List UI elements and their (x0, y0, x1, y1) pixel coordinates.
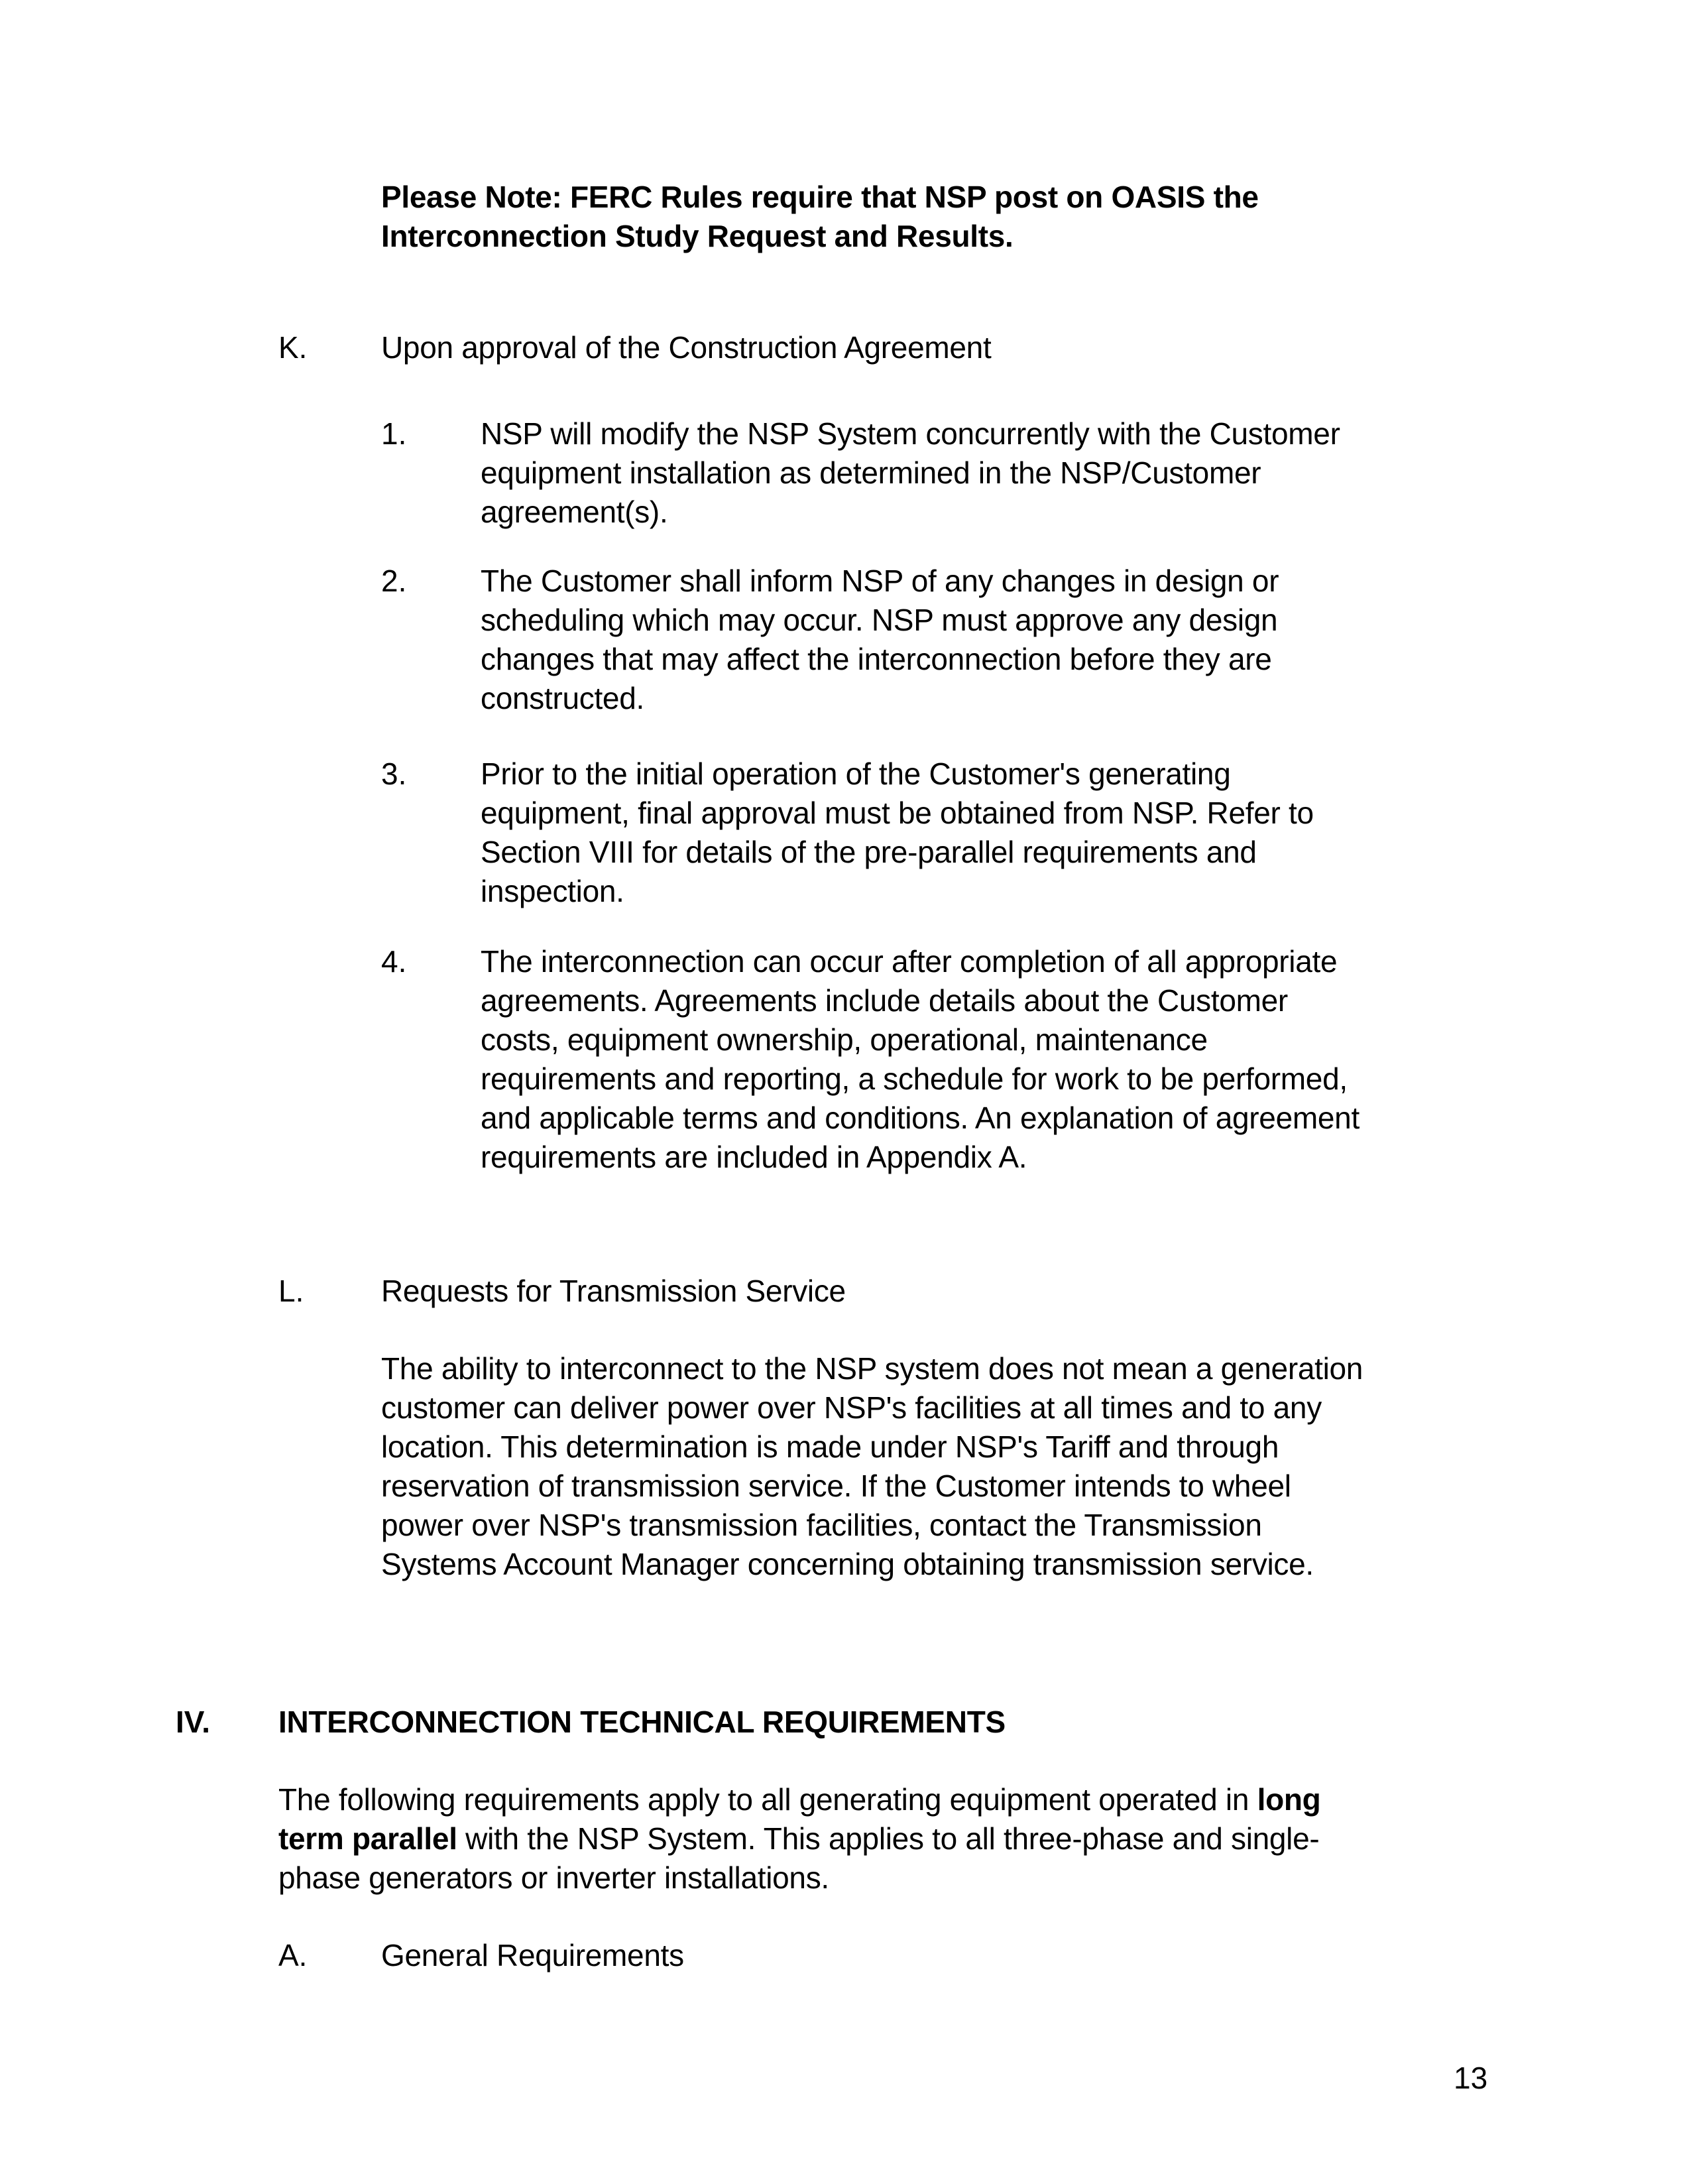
body-line: Systems Account Manager concerning obtaining transmission service. (381, 1547, 1314, 1581)
section-l-body (381, 1349, 1363, 1584)
body-line (278, 1819, 1320, 1858)
item-number: 3. (381, 757, 407, 791)
section-iv-heading: INTERCONNECTION TECHNICAL REQUIREMENTS (278, 1705, 1006, 1739)
list-item (481, 755, 1314, 911)
emphasis-long: long (1257, 1782, 1321, 1817)
item-line: equipment, final approval must be obtained from NSP. Refer to (481, 796, 1314, 830)
item-line: changes that may affect the interconnection before they are (481, 642, 1272, 676)
section-iv-marker: IV. (176, 1705, 211, 1739)
emphasis-term-parallel: term parallel (278, 1821, 457, 1856)
body-line: phase generators or inverter installations. (278, 1860, 829, 1895)
item-line: equipment installation as determined in the NSP/Customer (481, 455, 1261, 490)
body-text: with the NSP System. This applies to all three-phase and single- (457, 1821, 1320, 1856)
item-line: Prior to the initial operation of the Customer's generating (481, 757, 1231, 791)
item-line: scheduling which may occur. NSP must approve any design (481, 603, 1278, 637)
list-item (481, 942, 1360, 1177)
subsection-a-heading: General Requirements (381, 1938, 684, 1972)
list-item (481, 414, 1340, 532)
item-line: NSP will modify the NSP System concurrently with the Customer (481, 416, 1340, 451)
item-number: 1. (381, 416, 407, 451)
item-line: The interconnection can occur after completion of all appropriate (481, 944, 1338, 979)
item-line: agreements. Agreements include details about the Customer (481, 983, 1288, 1018)
item-number: 2. (381, 564, 407, 598)
page-number: 13 (1454, 2061, 1488, 2095)
note-line: Interconnection Study Request and Results. (381, 219, 1014, 253)
item-line: requirements and reporting, a schedule for work to be performed, (481, 1062, 1348, 1096)
item-line: requirements are included in Appendix A. (481, 1140, 1027, 1174)
note-line: Please Note: FERC Rules require that NSP post on OASIS the (381, 180, 1259, 214)
body-line: power over NSP's transmission facilities, contact the Transmission (381, 1508, 1262, 1542)
item-line: inspection. (481, 874, 624, 908)
section-k-marker: K. (278, 330, 308, 365)
body-line: location. This determination is made under NSP's Tariff and through (381, 1429, 1279, 1464)
body-line (278, 1780, 1320, 1819)
item-line: and applicable terms and conditions. An explanation of agreement (481, 1101, 1360, 1135)
section-k-heading: Upon approval of the Construction Agreement (381, 330, 992, 365)
item-line: Section VIII for details of the pre-parallel requirements and (481, 835, 1257, 869)
item-line: agreement(s). (481, 495, 668, 529)
item-line: constructed. (481, 681, 644, 715)
item-line: costs, equipment ownership, operational, maintenance (481, 1022, 1208, 1057)
body-line: The ability to interconnect to the NSP system does not mean a generation (381, 1351, 1363, 1386)
ferc-note (381, 178, 1259, 256)
body-text: The following requirements apply to all generating equipment operated in (278, 1782, 1257, 1817)
subsection-a-marker: A. (278, 1938, 308, 1972)
section-l-marker: L. (278, 1274, 304, 1308)
item-line: The Customer shall inform NSP of any changes in design or (481, 564, 1279, 598)
body-line: reservation of transmission service. If the Customer intends to wheel (381, 1469, 1291, 1503)
item-number: 4. (381, 944, 407, 979)
section-l-heading: Requests for Transmission Service (381, 1274, 846, 1308)
section-iv-body (278, 1780, 1320, 1898)
list-item (481, 562, 1279, 718)
body-line: customer can deliver power over NSP's facilities at all times and to any (381, 1390, 1322, 1425)
